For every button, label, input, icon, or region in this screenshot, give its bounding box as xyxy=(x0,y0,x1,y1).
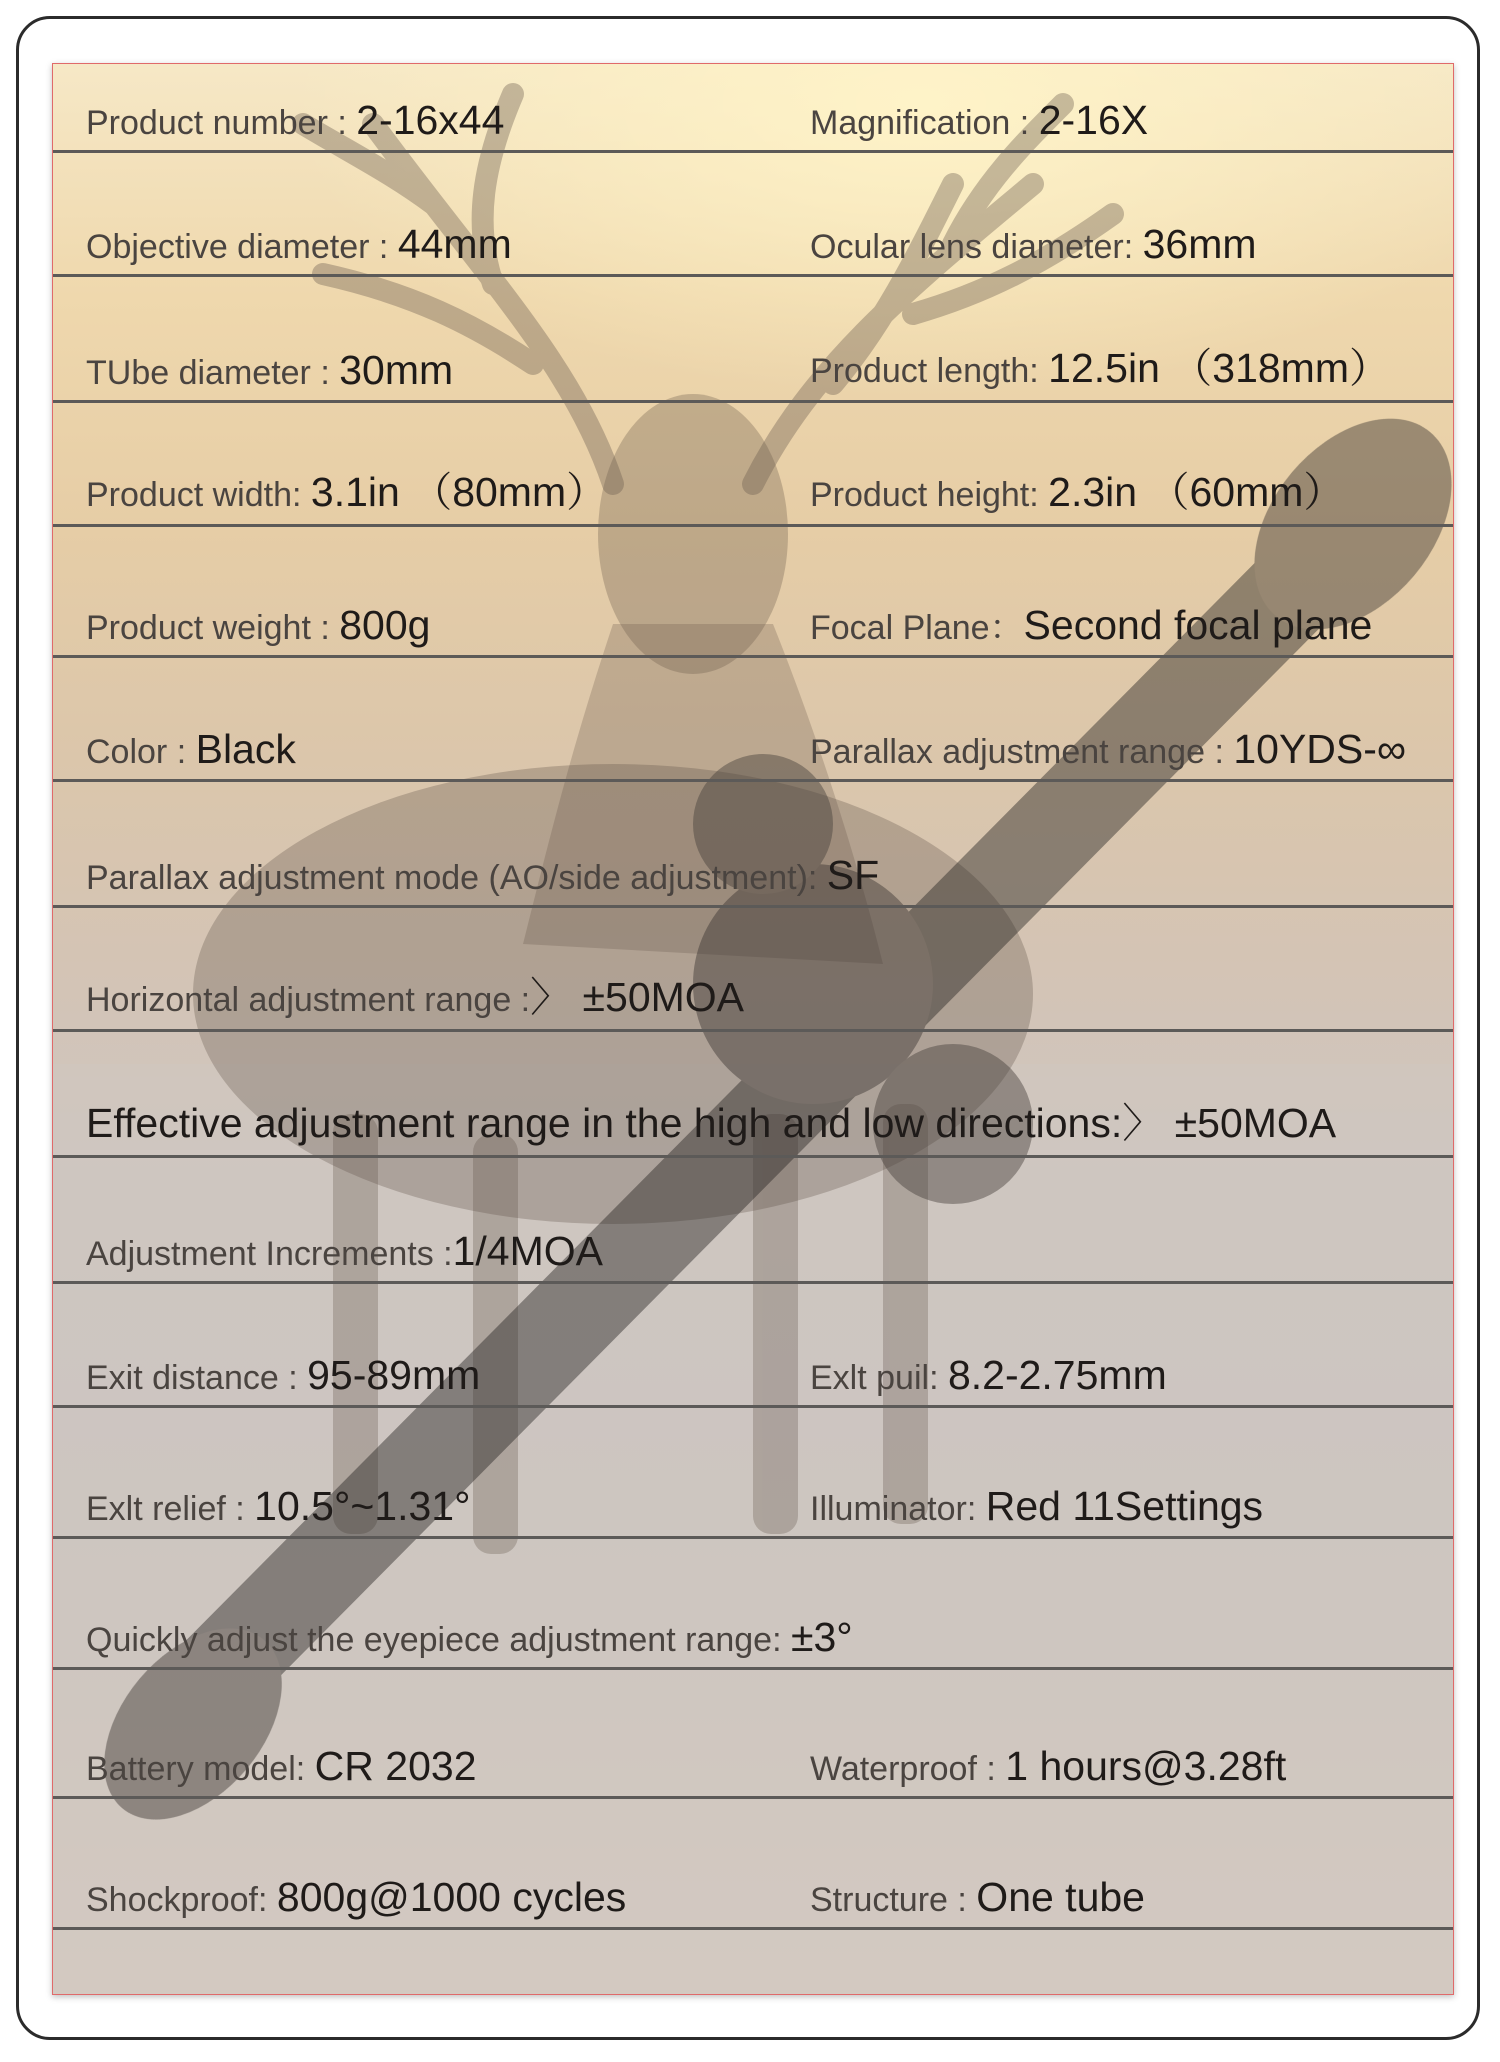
spec-row xyxy=(53,1408,1454,1539)
spec-cell: Exit distance : 95-89mm xyxy=(86,1352,481,1398)
spec-row xyxy=(53,1032,1454,1158)
spec-cell: Structure : One tube xyxy=(810,1874,1145,1920)
spec-row xyxy=(53,1158,1454,1284)
spec-cell: Product length: 12.5in （318mm） xyxy=(810,345,1390,391)
spec-cell: Quickly adjust the eyepiece adjustment range: ±3° xyxy=(86,1614,853,1660)
spec-row xyxy=(53,782,1454,908)
spec-row xyxy=(53,277,1454,403)
spec-cell: Focal Plane：Second focal plane xyxy=(810,602,1373,648)
spec-row xyxy=(53,153,1454,277)
spec-cell: TUbe diameter : 30mm xyxy=(86,347,454,393)
spec-row xyxy=(53,1284,1454,1408)
spec-sheet xyxy=(52,63,1454,1995)
spec-cell: Product width: 3.1in （80mm） xyxy=(86,469,608,515)
spec-cell: Adjustment Increments :1/4MOA xyxy=(86,1228,603,1274)
spec-cell: Magnification : 2-16X xyxy=(810,97,1149,143)
spec-cell: Parallax adjustment range : 10YDS-∞ xyxy=(810,726,1407,772)
spec-cell: Product number : 2-16x44 xyxy=(86,97,505,143)
spec-cell: Battery model: CR 2032 xyxy=(86,1743,477,1789)
spec-cell: Parallax adjustment mode (AO/side adjustment): SF xyxy=(86,852,880,898)
spec-cell: Illuminator: Red 11Settings xyxy=(810,1483,1264,1529)
spec-cell: Product height: 2.3in （60mm） xyxy=(810,469,1345,515)
spec-cell: Waterproof : 1 hours@3.28ft xyxy=(810,1743,1287,1789)
spec-row xyxy=(53,1670,1454,1799)
spec-row xyxy=(53,908,1454,1032)
spec-cell: Effective adjustment range in the high and low directions:〉 ±50MOA xyxy=(86,1100,1337,1146)
spec-row xyxy=(53,1799,1454,1930)
spec-cell: Shockproof: 800g@1000 cycles xyxy=(86,1874,627,1920)
spec-cell: Color : Black xyxy=(86,726,296,772)
spec-cell: Product weight : 800g xyxy=(86,602,431,648)
spec-cell: Objective diameter : 44mm xyxy=(86,221,512,267)
spec-row xyxy=(53,527,1454,658)
spec-row xyxy=(53,1539,1454,1670)
spec-row xyxy=(53,64,1454,153)
spec-cell: Exlt relief : 10.5°~1.31° xyxy=(86,1483,471,1529)
spec-row xyxy=(53,403,1454,527)
spec-cell: Exlt puil: 8.2-2.75mm xyxy=(810,1352,1167,1398)
spec-row xyxy=(53,658,1454,782)
spec-cell: Ocular lens diameter: 36mm xyxy=(810,221,1257,267)
spec-cell: Horizontal adjustment range :〉 ±50MOA xyxy=(86,974,745,1020)
